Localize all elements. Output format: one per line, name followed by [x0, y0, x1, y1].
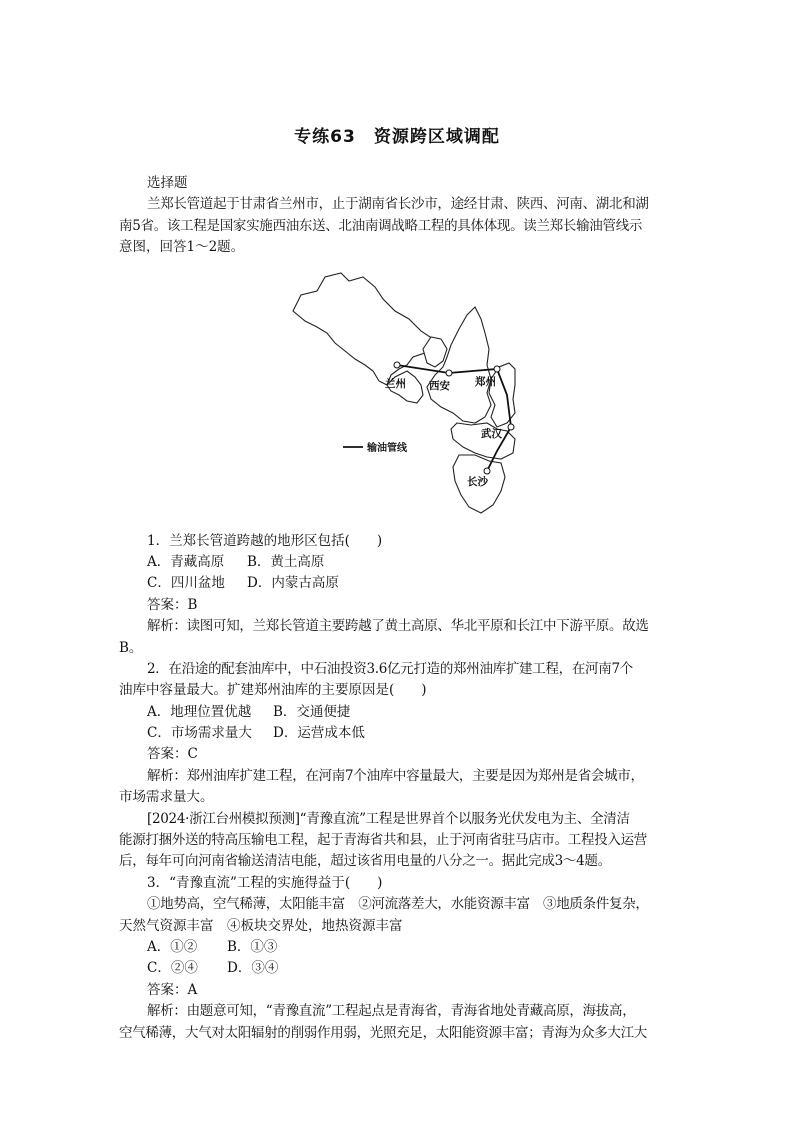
pipeline-map	[291, 267, 516, 517]
option-c: C．②④	[147, 960, 198, 977]
zhengzhou-marker	[494, 366, 500, 372]
option-c: C．市场需求量大	[147, 725, 252, 742]
question-2-answer: 答案：C	[147, 746, 198, 763]
option-d: D．运营成本低	[273, 725, 365, 742]
question-2-stem: 2．在沿途的配套油库中，中石油投资3.6亿元打造的郑州油库扩建工程，在河南7个	[147, 660, 633, 677]
question-1-analysis: 解析：读图可知，兰郑长管道主要跨越了黄土高原、华北平原和长江中下游平原。故选	[147, 618, 649, 635]
document-body	[119, 173, 681, 1044]
option-b: B．交通便捷	[273, 703, 351, 720]
question-1-stem: 1．兰郑长管道跨越的地形区包括( )	[147, 532, 383, 549]
option-b: B．①③	[227, 938, 278, 955]
option-a: A．青藏高原	[147, 553, 225, 570]
question-1-options-row	[119, 552, 681, 573]
question-1-analysis: B。	[119, 639, 143, 656]
question-2-options-row	[119, 702, 681, 723]
option-d: D．③④	[227, 960, 279, 977]
question-2-options-row	[119, 723, 681, 744]
pipeline-map-figure	[119, 259, 681, 531]
option-a: A．地理位置优越	[147, 703, 252, 720]
question-1-answer: 答案：B	[147, 596, 198, 613]
question-3-options-row	[119, 937, 681, 958]
question-3-analysis: 解析：由题意可知，“青豫直流”工程起点是青海省，青海省地处青藏高原，海拔高，	[147, 1003, 636, 1020]
option-d: D．内蒙古高原	[247, 575, 339, 592]
option-c: C．四川盆地	[147, 575, 225, 592]
question-3-statements: 天然气资源丰富 ④板块交界处，地热资源丰富	[119, 917, 403, 934]
question-3-answer: 答案：A	[147, 981, 198, 998]
question-1-options-row	[119, 573, 681, 594]
intro-line: 意图，回答1～2题。	[119, 239, 245, 256]
legend-label: 输油管线	[367, 442, 407, 454]
lanzhou-marker	[394, 362, 400, 368]
intro-2-line: [2024·浙江台州模拟预测]“青豫直流”工程是世界首个以服务光伏发电为主、全清洁	[147, 810, 630, 827]
intro-2-line: 后，每年可向河南省输送清洁电能，超过该省用电量的八分之一。据此完成3～4题。	[119, 853, 611, 870]
wuhan-label: 武汉	[481, 427, 502, 440]
question-2-analysis: 解析：郑州油库扩建工程，在河南7个油库中容量最大，主要是因为郑州是省会城市，	[147, 767, 644, 784]
question-3-statements: ①地势高，空气稀薄，太阳能丰富 ②河流落差大，水能资源丰富 ③地质条件复杂，	[147, 896, 649, 913]
wuhan-marker	[508, 424, 514, 430]
zhengzhou-label: 郑州	[475, 375, 496, 388]
question-3-options-row	[119, 958, 681, 979]
henan-province-outline	[489, 363, 515, 427]
intro-2-line: 能源打捆外送的特高压输电工程，起于青海省共和县，止于河南省驻马店市。工程投入运营	[119, 832, 647, 849]
intro-line: 兰郑长管道起于甘肃省兰州市，止于湖南省长沙市，途经甘肃、陕西、河南、湖北和湖	[147, 196, 649, 213]
section-heading: 选择题	[147, 175, 188, 191]
page-title: 专练63 资源跨区域调配	[294, 127, 500, 147]
changsha-marker	[484, 468, 490, 474]
intro-line: 南5省。该工程是国家实施西油东送、北油南调战略工程的具体体现。读兰郑长输油管线示	[119, 217, 643, 234]
question-2-analysis: 市场需求量大。	[119, 789, 214, 806]
question-3-analysis: 空气稀薄，大气对太阳辐射的削弱作用弱，光照充足，太阳能资源丰富；青海为众多大江大	[119, 1024, 647, 1041]
xian-label: 西安	[429, 379, 450, 392]
xian-marker	[446, 370, 452, 376]
option-b: B．黄土高原	[247, 553, 325, 570]
question-2-stem: 油库中容量最大。扩建郑州油库的主要原因是( )	[119, 682, 427, 699]
question-3-stem: 3．“青豫直流”工程的实施得益于( )	[147, 874, 383, 891]
option-a: A．①②	[147, 938, 198, 955]
lanzhou-label: 兰州	[385, 377, 406, 390]
changsha-label: 长沙	[467, 475, 488, 488]
